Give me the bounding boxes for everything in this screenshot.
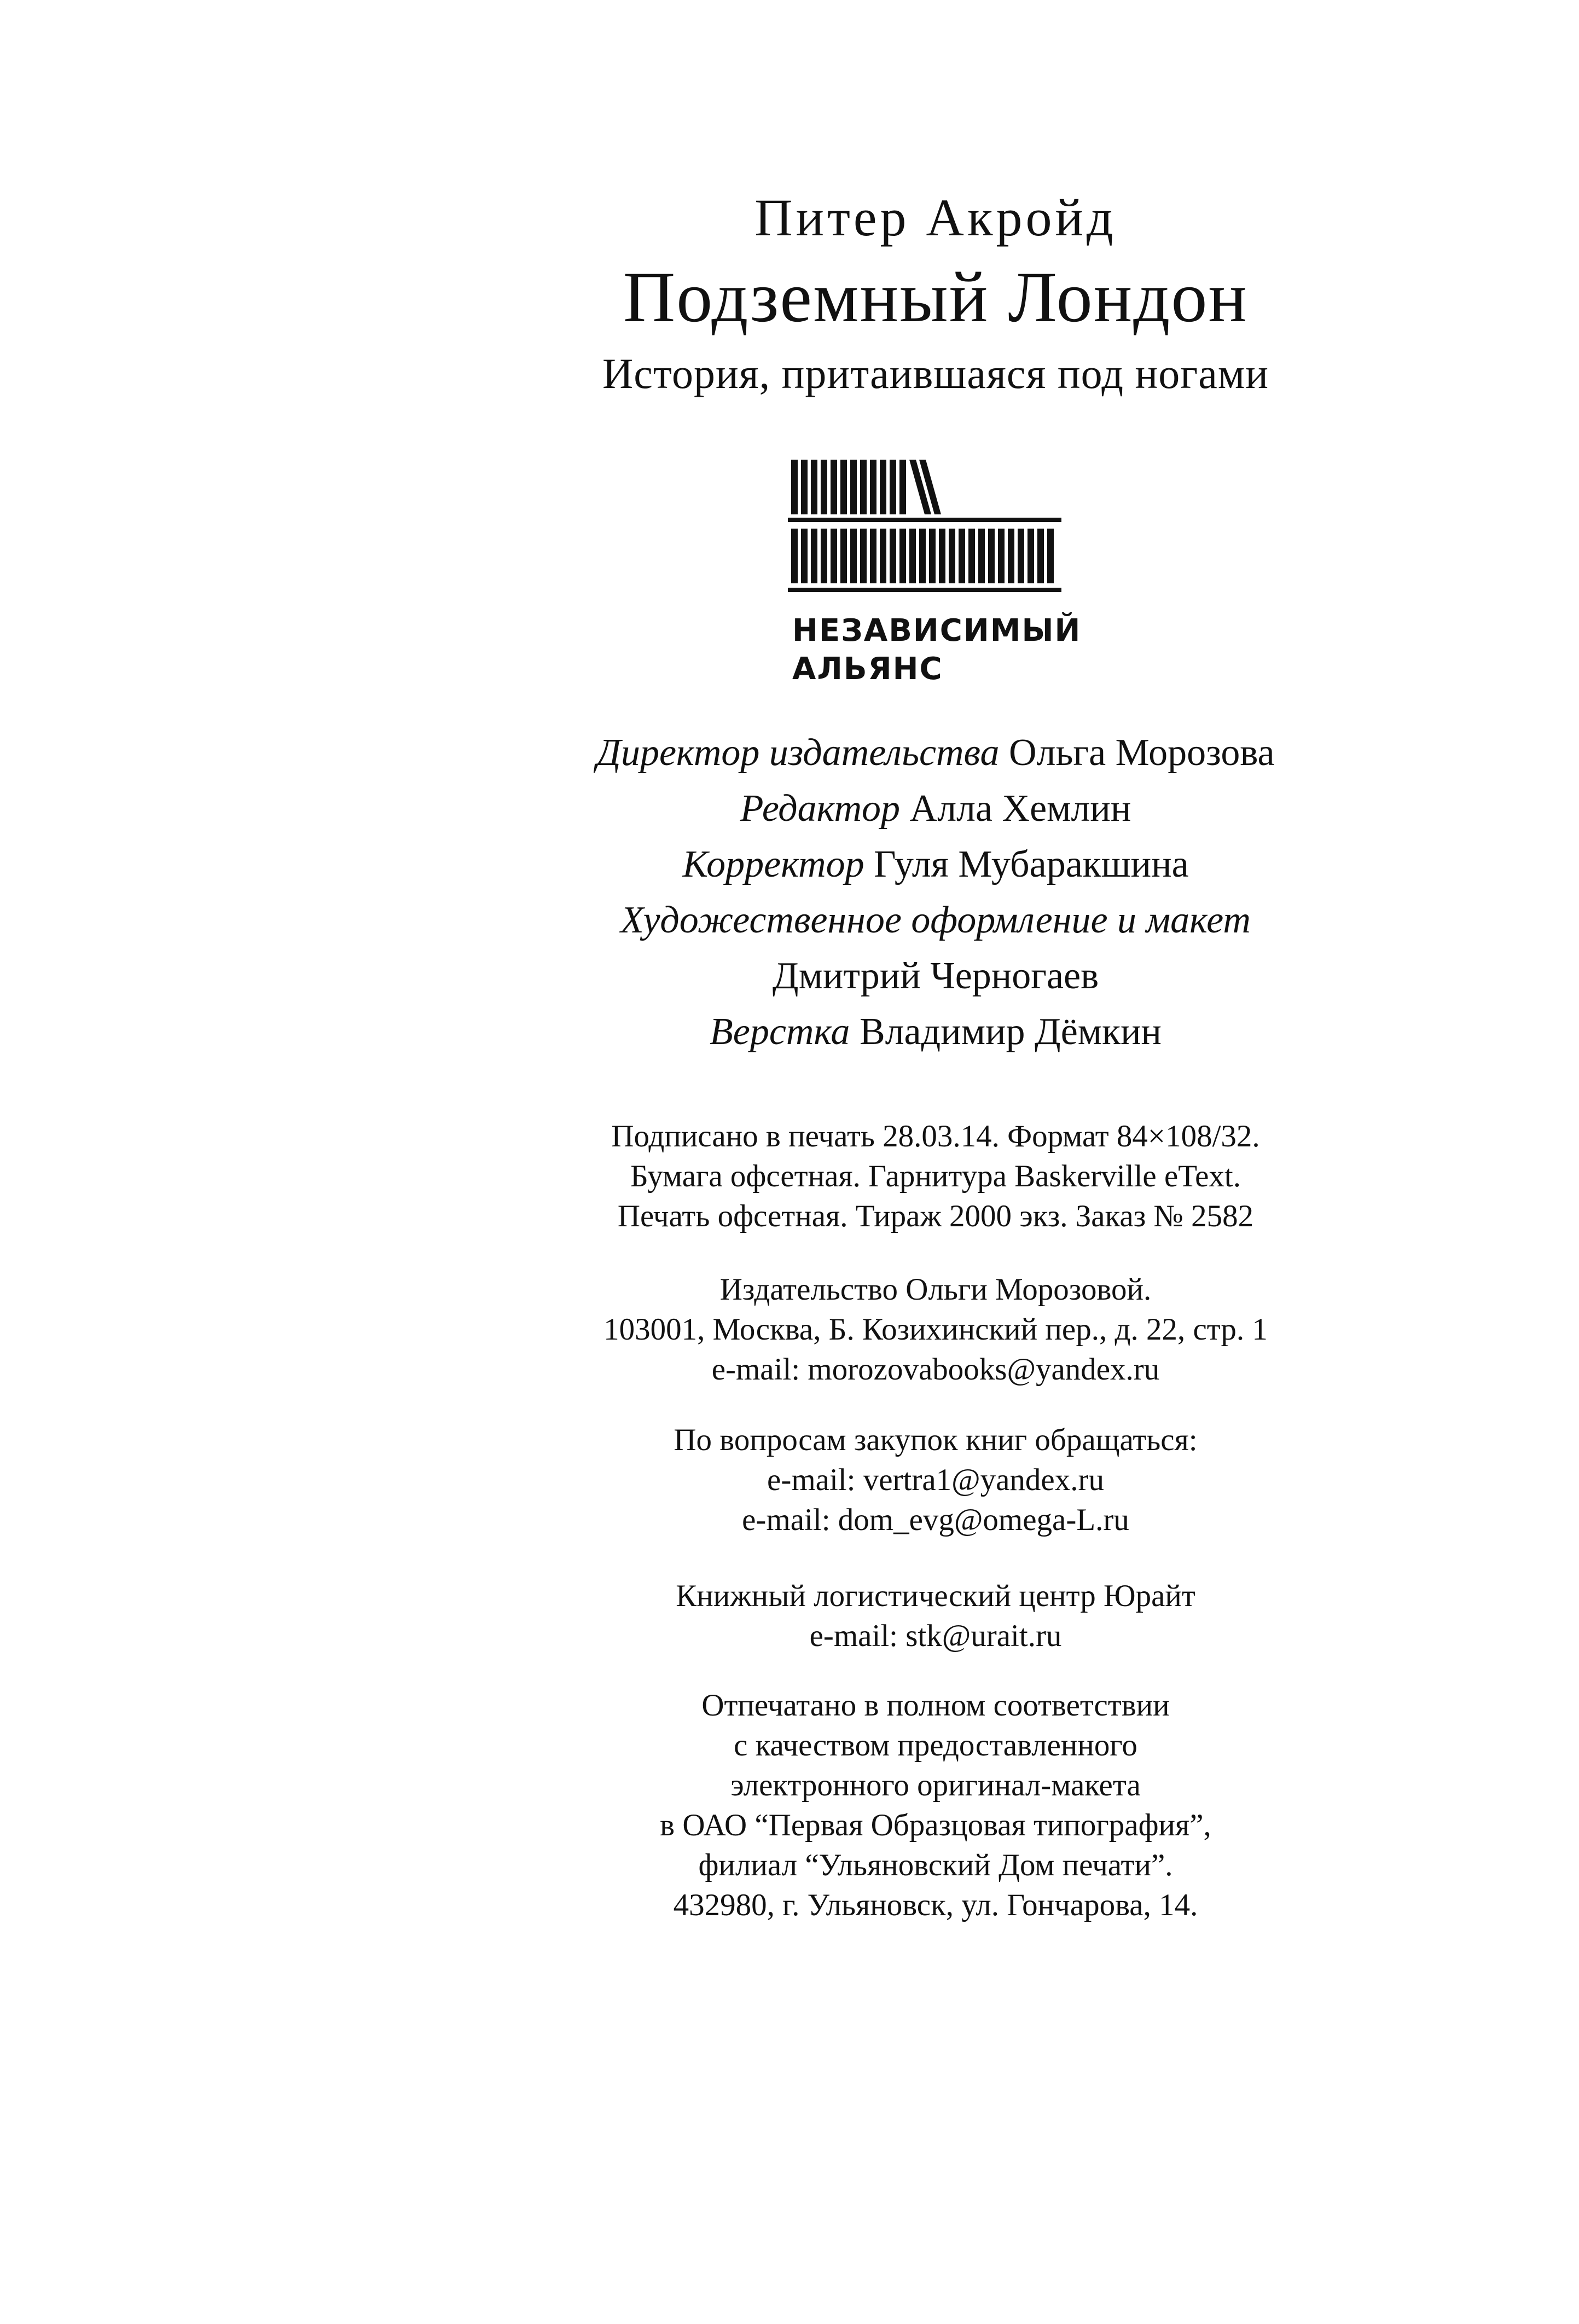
imprint-line: Подписано в печать 28.03.14. Формат 84×108/32. (611, 1119, 1260, 1154)
credit-design-role (514, 892, 1357, 948)
credit-name: Алла Хемлин (909, 787, 1131, 830)
printing-line: 432980, г. Ульяновск, ул. Гончарова, 14. (673, 1888, 1198, 1922)
purchasing-email: e-mail: dom_evg@omega-L.ru (742, 1503, 1129, 1537)
credit-proofreader (514, 837, 1357, 892)
imprint-line: Бумага офсетная. Гарнитура Baskerville eText. (630, 1159, 1241, 1193)
printing-line: электронного оригинал-макета (730, 1768, 1141, 1803)
credit-editor (514, 781, 1357, 837)
printing-line: филиал “Ульяновский Дом печати”. (698, 1848, 1173, 1882)
credit-role: Корректор (682, 843, 864, 885)
purchasing-block (514, 1420, 1357, 1540)
credit-name: Ольга Морозова (1008, 732, 1275, 774)
credit-role: Редактор (740, 787, 901, 830)
credit-name: Гуля Мубаракшина (874, 843, 1189, 885)
imprint-line: Печать офсетная. Тираж 2000 экз. Заказ № 2582 (617, 1199, 1254, 1233)
credit-role: Верстка (709, 1011, 850, 1053)
credit-layout (514, 1004, 1357, 1060)
purchasing-line: По вопросам закупок книг обращаться: (674, 1423, 1198, 1457)
credit-design-name (514, 948, 1357, 1004)
address-email: e-mail: morozovabooks@yandex.ru (711, 1352, 1160, 1387)
book-title: Подземный Лондон (623, 257, 1249, 337)
logistics-line: Книжный логистический центр Юрайт (676, 1579, 1195, 1613)
address-line: 103001, Москва, Б. Козихинский пер., д. 22, стр. 1 (603, 1312, 1268, 1347)
credit-name: Владимир Дёмкин (859, 1011, 1162, 1053)
address-line: Издательство Ольги Морозовой. (719, 1272, 1152, 1307)
book-author: Питер Акройд (754, 188, 1117, 247)
printing-block (514, 1685, 1357, 1925)
imprint-block (514, 1116, 1357, 1236)
printing-line: Отпечатано в полном соответствии (701, 1688, 1170, 1723)
publisher-logo-line1: НЕЗАВИСИМЫЙ (792, 613, 1082, 648)
printing-line: с качеством предоставленного (734, 1728, 1137, 1763)
publisher-logo-text (792, 612, 1081, 688)
credit-name: Дмитрий Черногаев (772, 955, 1099, 997)
credit-role: Художественное оформление и макет (620, 899, 1251, 941)
credit-role: Директор издательства (596, 732, 1000, 774)
logistics-email: e-mail: stk@urait.ru (809, 1619, 1062, 1653)
publisher-logo-line2: АЛЬЯНС (792, 651, 943, 687)
credit-director (514, 725, 1357, 781)
publisher-address-block (514, 1270, 1357, 1389)
book-subtitle: История, притаившаяся под ногами (602, 350, 1269, 397)
purchasing-email: e-mail: vertra1@yandex.ru (767, 1463, 1104, 1497)
credits-list (514, 725, 1357, 1060)
printing-line: в ОАО “Первая Образцовая типография”, (660, 1808, 1211, 1842)
logistics-block (514, 1576, 1357, 1656)
